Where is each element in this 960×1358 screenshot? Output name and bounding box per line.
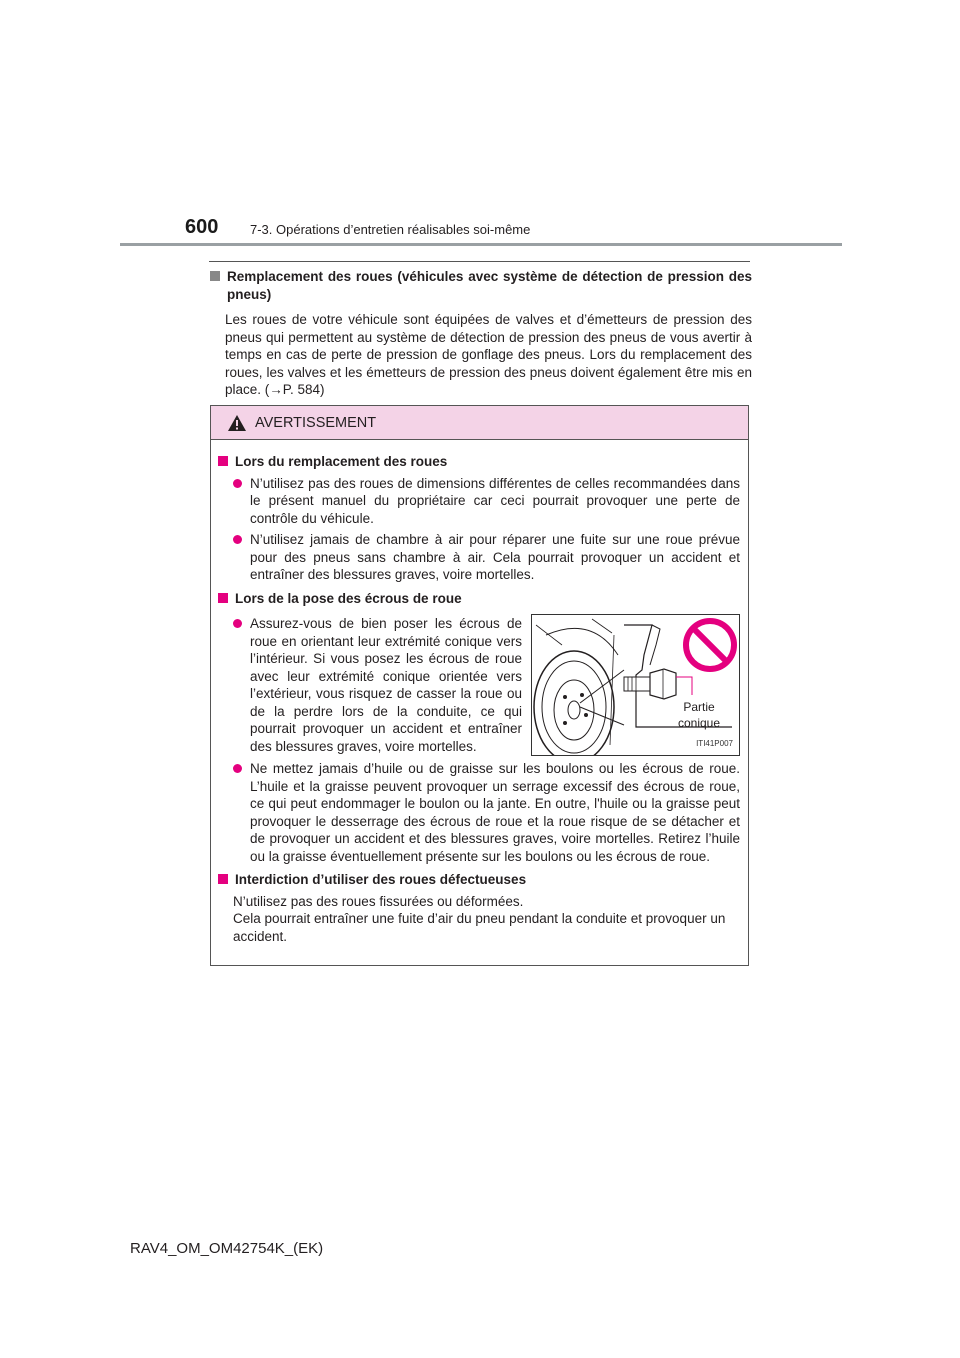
warning-section-heading xyxy=(218,871,740,889)
warning-heading-text: Lors de la pose des écrous de roue xyxy=(235,590,462,606)
warning-paragraph xyxy=(233,893,740,946)
figure-label xyxy=(669,699,729,731)
figure-row xyxy=(233,611,740,756)
square-bullet-icon xyxy=(218,593,228,603)
circle-bullet-icon xyxy=(233,535,242,544)
page-number: 600 xyxy=(185,216,219,238)
header-rule xyxy=(120,243,842,246)
figure-label-line2: conique xyxy=(677,716,721,730)
circle-bullet-icon xyxy=(233,479,242,488)
list-item-text: N’utilisez jamais de chambre à air pour réparer une fuite sur une roue prévue pour des pneus sans chambre à air. Cela pourrait provoquer un accident et entraîner des blessures graves, voire mortelles. xyxy=(250,532,740,582)
warning-section-heading xyxy=(218,590,740,608)
warning-triangle-icon xyxy=(227,414,247,432)
main-text-block xyxy=(210,268,752,399)
paragraph-line: N’utilisez pas des roues fissurées ou déformées. xyxy=(233,893,524,909)
list-item-text: N’utilisez pas des roues de dimensions différentes de celles recommandées dans le présent manuel du propriétaire car ceci pourrait provoquer une perte de contrôle du véhicule. xyxy=(250,475,740,526)
warning-content xyxy=(211,440,748,945)
circle-bullet-icon xyxy=(233,764,242,773)
warning-header xyxy=(211,406,748,440)
section-header: 7-3. Opérations d’entretien réalisables soi-même xyxy=(250,222,531,237)
main-heading-text: Remplacement des roues (véhicules avec système de détection de pression des pneus) xyxy=(227,269,752,302)
circle-bullet-icon xyxy=(233,619,242,628)
warning-title: AVERTISSEMENT xyxy=(255,414,377,431)
footer-doc-id: RAV4_OM_OM42754K_(EK) xyxy=(130,1240,324,1257)
list-item xyxy=(233,615,522,756)
figure-code: ITI41P007 xyxy=(696,738,733,748)
square-bullet-icon xyxy=(210,271,220,281)
square-bullet-icon xyxy=(218,874,228,884)
square-bullet-icon xyxy=(218,456,228,466)
warning-box xyxy=(210,405,749,966)
list-item xyxy=(233,531,740,584)
main-heading xyxy=(210,268,752,303)
wheel-nut-figure xyxy=(531,614,740,756)
main-body: Les roues de votre véhicule sont équipées de valves et d’émetteurs de pression des pneus qui permettent au système de détection de pression des pneus de vous avertir à temps en cas de perte de pression de gonflage des pneus. Lors du remplacement des roues, les valves et les émetteurs de pression des pneus doivent également être mis en place. (→P. 584) xyxy=(225,312,752,397)
warning-heading-text: Interdiction d’utiliser des roues défectueuses xyxy=(235,872,527,887)
list-item xyxy=(233,760,740,865)
figure-label-line1: Partie xyxy=(683,700,715,714)
paragraph-line: Cela pourrait entraîner une fuite d’air du pneu pendant la conduite et provoquer un accident. xyxy=(233,911,726,944)
list-item-text: Ne mettez jamais d’huile ou de graisse sur les boulons ou les écrous de roue. L’huile et la graisse peuvent provoquer un serrage excessif des écrous de roue, ce qui peut endommager le boulon ou la jante. En outre, l'huile ou la graisse peut provoquer le desserrage des écrous de roue et la roue risque de se détacher et de provoquer un accident et des blessures graves, voire mortelles. Retirez l’huile ou la graisse éventuellement présente sur les boulons ou les écrous de roue. xyxy=(250,761,740,864)
content-rule xyxy=(209,261,750,262)
warning-section-heading xyxy=(218,453,740,471)
list-item xyxy=(233,475,740,528)
list-item-text: Assurez-vous de bien poser les écrous de roue en orientant leur extrémité conique vers l’intérieur. Si vous posez les écrous de roue avec leur extrémité conique orientée vers l’extérieur, vous risquez de casser la roue ou de la perdre lors de la conduite, ce qui pourrait provoquer un accident et entraîner des blessures graves, voire mortelles. xyxy=(250,616,522,754)
warning-heading-text: Lors du remplacement des roues xyxy=(235,454,448,469)
